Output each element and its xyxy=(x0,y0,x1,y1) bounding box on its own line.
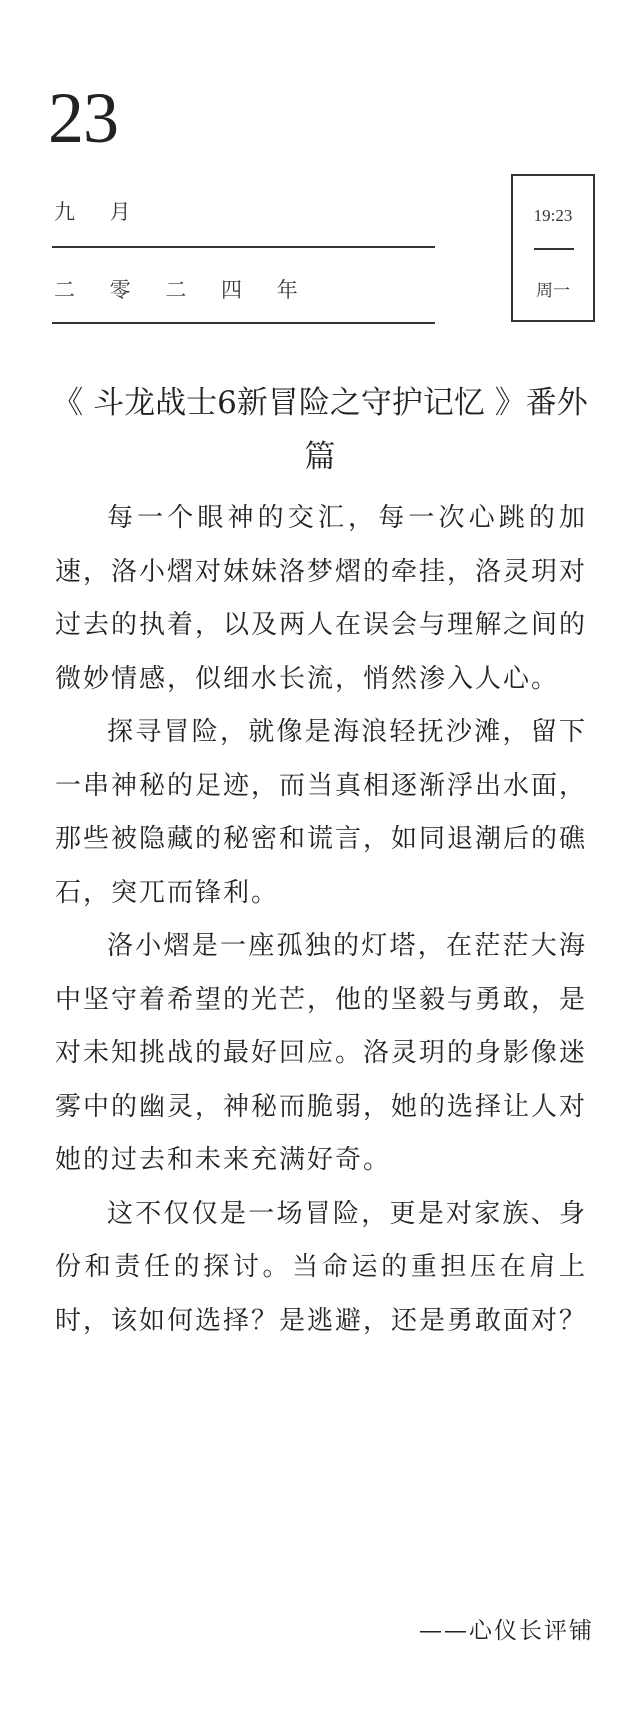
time-box xyxy=(511,174,595,322)
article-paragraph: 每一个眼神的交汇，每一次心跳的加速，洛小熠对妹妹洛梦熠的牵挂，洛灵玥对过去的执着，以及两人在误会与理解之间的微妙情感，似细水长流，悄然渗入人心。 xyxy=(55,503,588,694)
weekday-label: 周一 xyxy=(536,281,570,301)
time-display: 19:23 xyxy=(533,206,573,225)
time-divider xyxy=(534,248,574,250)
divider-month xyxy=(52,246,435,248)
date-year: 二 零 二 四 年 xyxy=(54,278,312,302)
article-title: 《 斗龙战士6新冒险之守护记忆 》番外篇 xyxy=(52,385,588,475)
date-month: 九 月 xyxy=(54,200,145,224)
divider-year xyxy=(52,322,435,324)
article-paragraph: 探寻冒险，就像是海浪轻抚沙滩，留下一串神秘的足迹，而当真相逐渐浮出水面，那些被隐藏的秘密和谎言，如同退潮后的礁石，突兀而锋利。 xyxy=(55,717,588,908)
article-paragraph: 这不仅仅是一场冒险，更是对家族、身份和责任的探讨。当命运的重担压在肩上时，该如何选择？是逃避，还是勇敢面对？ xyxy=(55,1198,588,1336)
article-body xyxy=(55,492,587,1348)
date-day: 23 xyxy=(48,78,118,158)
author-signature: ——心仪长评铺 xyxy=(419,1618,594,1644)
article-paragraph: 洛小熠是一座孤独的灯塔，在茫茫大海中坚守着希望的光芒，他的坚毅与勇敢，是对未知挑战的最好回应。洛灵玥的身影像迷雾中的幽灵，神秘而脆弱，她的选择让人对她的过去和未来充满好奇。 xyxy=(55,931,588,1175)
